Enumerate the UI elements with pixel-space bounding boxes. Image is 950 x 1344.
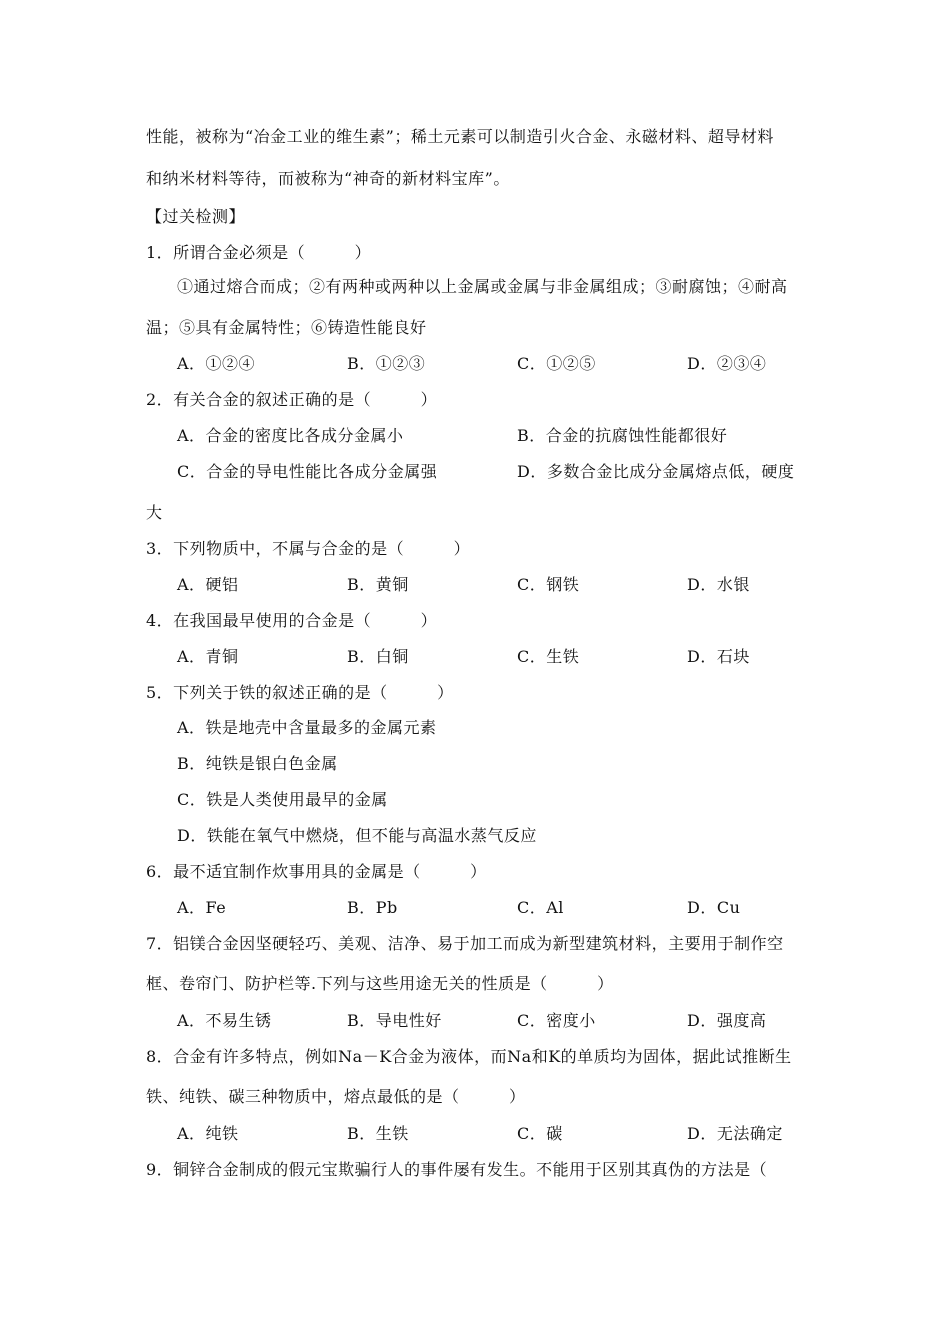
question-8-option-b: B．生铁 xyxy=(347,1124,409,1143)
question-8-stem-line-1: 8．合金有许多特点，例如Na－K合金为液体，而Na和K的单质均为固体，据此试推断生 xyxy=(146,1047,792,1066)
question-9-stem: 9．铜锌合金制成的假元宝欺骗行人的事件屡有发生。不能用于区别其真伪的方法是（ xyxy=(146,1160,768,1179)
question-8-option-a: A．纯铁 xyxy=(177,1124,239,1143)
question-3-stem: 3．下列物质中，不属与合金的是（ ） xyxy=(146,539,471,558)
question-3-option-a: A．硬铝 xyxy=(177,575,239,594)
question-7-option-d: D．强度高 xyxy=(687,1011,767,1030)
question-1-note-line-2: 温；⑤具有金属特性；⑥铸造性能良好 xyxy=(146,318,427,337)
question-7-stem-line-1: 7．铝镁合金因坚硬轻巧、美观、洁净、易于加工而成为新型建筑材料，主要用于制作空 xyxy=(146,934,784,953)
question-2-option-a: A．合金的密度比各成分金属小 xyxy=(177,426,404,445)
question-1-option-a: A．①②④ xyxy=(177,354,256,373)
question-1-option-d: D．②③④ xyxy=(687,354,767,373)
question-5-option-a: A．铁是地壳中含量最多的金属元素 xyxy=(177,718,437,737)
question-5-option-d: D．铁能在氧气中燃烧，但不能与高温水蒸气反应 xyxy=(177,826,537,845)
question-5-option-b: B．纯铁是银白色金属 xyxy=(177,754,338,773)
question-8-option-d: D．无法确定 xyxy=(687,1124,783,1143)
question-1-stem: 1．所谓合金必须是（ ） xyxy=(146,243,372,262)
intro-line-2: 和纳米材料等待，而被称为“神奇的新材料宝库”。 xyxy=(146,169,510,188)
question-6-option-a: A．Fe xyxy=(177,898,227,917)
question-2-option-d-wrap: 大 xyxy=(146,503,163,522)
question-7-option-b: B．导电性好 xyxy=(347,1011,442,1030)
section-title: 【过关检测】 xyxy=(146,207,246,226)
question-1-option-b: B．①②③ xyxy=(347,354,426,373)
intro-line-1: 性能，被称为“冶金工业的维生素”；稀土元素可以制造引火合金、永磁材料、超导材料 xyxy=(146,127,774,146)
question-8-stem-line-2: 铁、纯铁、碳三种物质中，熔点最低的是（ ） xyxy=(146,1087,526,1106)
question-4-option-b: B．白铜 xyxy=(347,647,409,666)
question-7-option-a: A．不易生锈 xyxy=(177,1011,272,1030)
question-4-option-a: A．青铜 xyxy=(177,647,239,666)
question-5-option-c: C．铁是人类使用最早的金属 xyxy=(177,790,388,809)
question-3-option-b: B．黄铜 xyxy=(347,575,409,594)
question-2-stem: 2．有关合金的叙述正确的是（ ） xyxy=(146,390,438,409)
question-6-option-b: B．Pb xyxy=(347,898,398,917)
question-7-option-c: C．密度小 xyxy=(517,1011,596,1030)
question-2-option-d: D．多数合金比成分金属熔点低，硬度 xyxy=(517,462,795,481)
question-4-stem: 4．在我国最早使用的合金是（ ） xyxy=(146,611,438,630)
question-5-stem: 5．下列关于铁的叙述正确的是（ ） xyxy=(146,683,454,702)
question-1-note-line-1: ①通过熔合而成；②有两种或两种以上金属或金属与非金属组成；③耐腐蚀；④耐高 xyxy=(177,277,788,296)
question-2-option-c: C．合金的导电性能比各成分金属强 xyxy=(177,462,438,481)
question-3-option-c: C．钢铁 xyxy=(517,575,580,594)
question-4-option-c: C．生铁 xyxy=(517,647,580,666)
question-2-option-b: B．合金的抗腐蚀性能都很好 xyxy=(517,426,728,445)
question-7-stem-line-2: 框、卷帘门、防护栏等.下列与这些用途无关的性质是（ ） xyxy=(146,974,614,993)
question-6-stem: 6．最不适宜制作炊事用具的金属是（ ） xyxy=(146,862,487,881)
question-6-option-c: C．Al xyxy=(517,898,564,917)
question-1-option-c: C．①②⑤ xyxy=(517,354,596,373)
question-8-option-c: C．碳 xyxy=(517,1124,563,1143)
question-6-option-d: D．Cu xyxy=(687,898,741,917)
question-4-option-d: D．石块 xyxy=(687,647,750,666)
question-3-option-d: D．水银 xyxy=(687,575,750,594)
